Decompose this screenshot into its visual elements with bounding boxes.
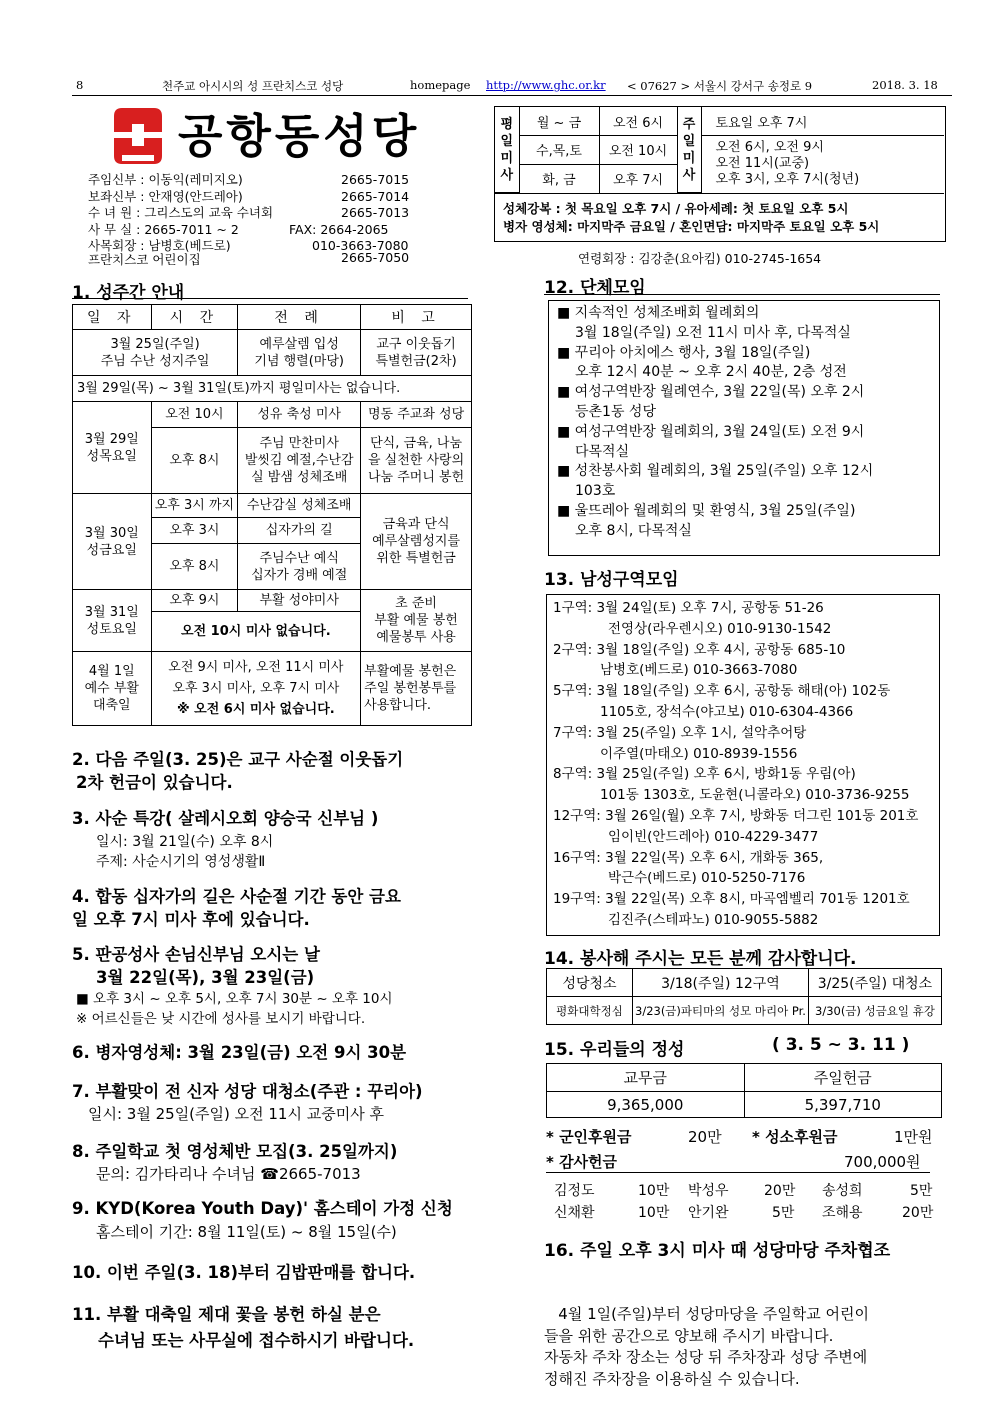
- men-district-meetings: 1구역: 3월 24일(토) 오후 7시, 공항동 51-26 전영상(라우렌시오) 010-9130-1542 2구역: 3월 18일(주일) 오후 4시, 공항동 685-10 남병호(베드로) 010-3663-7080 5구역: 3월 18일(주일) 오후 6시, 공항동 해태(아) 102동 1105호, 장석수(야고보) 010-6304-4366 7구역: 3월 25(주일) 오후 1시, 설악추어탕 이주열(마태오) 010-8939-1556 8구역: 3월 25일(주일) 오후 6시, 방화1동 우림(아) 101동 1303호, 도윤현(니콜라오) 010-3736-9255 12구역: 3월 26일(월) 오후 7시, 방화동 더그린 101동 201호 임이빈(안드레아) 010-4229-3477 16구역: 3월 22일(목) 오후 6시, 개화동 365, 박근수(베드로) 010-5250-7176 19구역: 3월 22일(목) 오후 8시, 마곡엠벨리 701동 1201호 김진주(스테파노) 010-9055-5882: [546, 594, 940, 936]
- list-item: 16구역: 3월 22일(목) 오후 6시, 개화동 365,: [553, 849, 824, 866]
- schedule-liturgy: 십자가의 길: [238, 518, 361, 544]
- schedule-date: 4월 1일 예수 부활 대축일: [73, 652, 152, 726]
- schedule-time: 오전 10시: [151, 402, 238, 428]
- weekday-time: 오전 6시: [599, 107, 677, 136]
- col-header: 시 간: [151, 305, 238, 330]
- schedule-time: 오후 8시: [151, 544, 238, 590]
- table-header: 교무금: [547, 1064, 745, 1092]
- notice-9: 9. KYD(Korea Youth Day)' 홈스테이 가정 신청: [72, 1199, 453, 1218]
- col-header: 일 자: [73, 305, 152, 330]
- group-meetings: ■ 지속적인 성체조배회 월례회의 3월 18일(주일) 오전 11시 미사 후, 다목적실 ■ 꾸리아 아치에스 행사, 3월 18일(주일) 오후 12시 40분 ~ 오후 2시 40분, 2층 성전 ■ 여성구역반장 월례연수, 3월 22일(목) 오후 2시 등촌1동 성당 ■ 여성구역반장 월례회의, 3월 24일(토) 오전 9시 다목적실 ■ 성찬봉사회 월례회의, 3월 25일(주일) 오후 12시 103호 ■ 울뜨레아 월례회의 및 환영식, 3월 25일(주일) 오후 8시, 다목적실: [548, 300, 940, 556]
- address: < 07627 > 서울시 강서구 송정로 9: [627, 79, 813, 93]
- weekday-time: 오전 10시: [599, 136, 677, 165]
- page-number: 8: [76, 78, 84, 92]
- support-funds: * 군인후원금 20만 * 성소후원금 1만원: [546, 1128, 933, 1146]
- notice-3-details: 일시: 3월 21일(수) 오후 8시 주제: 사순시기의 영성생활Ⅱ: [96, 834, 274, 870]
- table-cell: 5,397,710: [744, 1092, 942, 1118]
- section-title: 12. 단체모임: [544, 278, 646, 298]
- thanks-offering: * 감사헌금 700,000원: [546, 1151, 930, 1173]
- list-item: 12구역: 3월 26일(월) 오후 7시, 방화동 더그린 101동 201호: [553, 807, 919, 824]
- schedule-note: 부활예물 봉헌은 주일 봉헌봉투를 사용합니다.: [361, 652, 472, 726]
- holy-week-table: [72, 304, 472, 726]
- church-logo-icon: [108, 106, 168, 166]
- staff-row: 주임신부 : 이동익(레미지오) 2665-7015: [88, 172, 410, 187]
- list-item: ■ 꾸리아 아치에스 행사, 3월 18일(주일): [557, 344, 811, 361]
- schedule-liturgy: 주님 만찬미사 발씻김 예절,수난감 실 밤샘 성체조배: [238, 428, 361, 494]
- schedule-time: 오후 9시: [151, 590, 238, 612]
- weekday-days: 화, 금: [519, 164, 599, 193]
- notice-5: 5. 판공성사 손님신부님 오시는 날 3월 22일(목), 3월 23일(금): [72, 945, 320, 987]
- schedule-liturgy: 수난감실 성체조배: [238, 494, 361, 518]
- notice-8-details: 문의: 김가타리나 수녀님 ☎2665-7013: [96, 1165, 361, 1183]
- notice-2: 2. 다음 주일(3. 25)은 교구 사순절 이웃돕기 2차 헌금이 있습니다.: [72, 750, 404, 792]
- staff-row: 수 녀 원 : 그리스도의 교육 수녀회 2665-7013: [88, 205, 410, 220]
- mass-schedule-box: [494, 106, 946, 242]
- funeral-president: 연령회장 : 김강춘(요아킴) 010-2745-1654: [578, 251, 822, 266]
- notice-7-details: 일시: 3월 25일(주일) 오전 11시 교중미사 후: [88, 1105, 384, 1123]
- table-header: 주일헌금: [744, 1064, 942, 1092]
- section-title: 15. 우리들의 정성: [544, 1040, 685, 1060]
- section-title: 1. 성주간 안내: [72, 283, 185, 303]
- notice-7: 7. 부활맞이 전 신자 성당 대청소(주관 : 꾸리아): [72, 1082, 423, 1101]
- schedule-date: 3월 31일 성토요일: [73, 590, 152, 652]
- weekday-days: 수,목,토: [519, 136, 599, 165]
- notice-10: 10. 이번 주일(3. 18)부터 김밥판매를 합니다.: [72, 1263, 416, 1282]
- schedule-note: 명동 주교좌 성당: [361, 402, 472, 428]
- homepage-link[interactable]: http://www.ghc.or.kr: [486, 78, 606, 92]
- no-mass-notice: 3월 29일(목) ~ 3월 31일(토)까지 평일미사는 없습니다.: [73, 376, 472, 402]
- col-header: 전 례: [238, 305, 361, 330]
- issue-date: 2018. 3. 18: [872, 78, 938, 92]
- notice-6: 6. 병자영성체: 3월 23일(금) 오전 9시 30분: [72, 1043, 407, 1062]
- schedule-note: 교구 이웃돕기 특별헌금(2차): [361, 330, 472, 376]
- page-title: 공항동성당: [178, 109, 421, 163]
- donor-row: 신채환 10만 안기완 5만 조해용 20만: [554, 1205, 934, 1221]
- schedule-liturgy: 오전 9시 미사, 오전 11시 미사 오후 3시 미사, 오후 7시 미사 ※ 오전 6시 미사 없습니다.: [151, 652, 361, 726]
- no-mass-notice: 오전 10시 미사 없습니다.: [151, 612, 361, 652]
- schedule-time: 오후 8시: [151, 428, 238, 494]
- list-item: ■ 성찬봉사회 월례회의, 3월 25일(주일) 오후 12시: [557, 463, 874, 480]
- sunday-mass-times: 오전 6시, 오전 9시 오전 11시(교중) 오후 3시, 오후 7시(청년): [701, 136, 944, 193]
- page-header: [72, 76, 952, 96]
- weekday-time: 오후 7시: [599, 164, 677, 193]
- list-item: ■ 지속적인 성체조배회 월례회의: [557, 305, 760, 321]
- mass-table: [495, 107, 944, 193]
- homepage-label: homepage: [410, 78, 471, 92]
- sacrament-info: 성체강복 : 첫 목요일 오후 7시 / 유아세례: 첫 토요일 오후 5시 병자 영성체: 마지막주 금요일 / 혼인면담: 마지막주 토요일 오후 5시: [495, 193, 944, 240]
- list-item: 7구역: 3월 25(주일) 오후 1시, 설악추어탕: [553, 724, 807, 741]
- staff-list: [88, 172, 423, 255]
- schedule-date: 3월 25일(주일) 주님 수난 성지주일: [73, 330, 238, 376]
- sunday-mass-label: 주일미사: [677, 107, 701, 193]
- table-cell: 3/23(금)파티마의 성모 마리아 Pr.: [633, 997, 809, 1025]
- notice-5-details: ■ 오후 3시 ~ 오후 5시, 오후 7시 30분 ~ 오후 10시 ※ 어르신들은 낮 시간에 성사를 보시기 바랍니다.: [76, 991, 393, 1027]
- table-cell: 3/18(주일) 12구역: [633, 969, 809, 997]
- schedule-time: 오후 3시 까지: [151, 494, 238, 518]
- schedule-liturgy: 주님수난 예식 십자가 경배 예절: [238, 544, 361, 590]
- notice-9-details: 홈스테이 기간: 8월 11일(토) ~ 8월 15일(수): [96, 1223, 397, 1241]
- staff-row: 사 무 실 : 2665-7011 ~ 2 FAX: 2664-2065: [88, 221, 389, 237]
- table-cell: 3/30(금) 성금요일 휴강: [808, 997, 941, 1025]
- table-cell: 성당청소: [547, 969, 633, 997]
- list-item: 8구역: 3월 25일(주일) 오후 6시, 방화1동 우림(아): [553, 766, 856, 783]
- schedule-date: 3월 30일 성금요일: [73, 494, 152, 590]
- section-title: 13. 남성구역모임: [544, 570, 679, 590]
- list-item: 5구역: 3월 18일(주일) 오후 6시, 공항동 해태(아) 102동: [553, 683, 891, 700]
- notice-8: 8. 주일학교 첫 영성체반 모집(3. 25일까지): [72, 1142, 398, 1161]
- volunteer-table: [546, 968, 942, 1025]
- table-cell: 3/25(주일) 대청소: [808, 969, 941, 997]
- weekday-days: 월 ~ 금: [519, 107, 599, 136]
- kindergarten-row: 프란치스코 어린이집 2665-7050: [88, 250, 410, 267]
- table-cell: 평화대학정심: [547, 997, 633, 1025]
- schedule-date: 3월 29일 성목요일: [73, 402, 152, 494]
- schedule-time: 오후 3시: [151, 518, 238, 544]
- section-title: 14. 봉사해 주시는 모든 분께 감사합니다.: [544, 949, 857, 969]
- schedule-note: 단식, 금육, 나눔 을 실천한 사랑의 나눔 주머니 봉헌: [361, 428, 472, 494]
- list-item: ■ 여성구역반장 월례회의, 3월 24일(토) 오전 9시: [557, 423, 865, 440]
- org-name: 천주교 아시시의 성 프란치스코 성당: [162, 79, 344, 93]
- offering-table: [546, 1063, 942, 1118]
- notice-11: 11. 부활 대축일 제대 꽃을 봉헌 하실 분은 수녀님 또는 사무실에 접수하시기 바랍니다.: [72, 1305, 415, 1350]
- list-item: 1구역: 3월 24일(토) 오후 7시, 공항동 51-26: [553, 600, 824, 616]
- schedule-note: 초 준비 부활 예물 봉헌 예물봉투 사용: [361, 590, 472, 652]
- offering-period: ( 3. 5 ~ 3. 11 ): [772, 1035, 910, 1055]
- col-header: 비 고: [361, 305, 472, 330]
- list-item: ■ 울뜨레아 월례회의 및 환영식, 3월 25일(주일): [557, 502, 856, 519]
- parking-notice: 4월 1일(주일)부터 성당마당을 주일학교 어린이 들을 위한 공간으로 양보해 주시기 바랍니다. 자동차 주차 장소는 성당 뒤 주차장과 성당 주변에 정해진 주차장을 이용하실 수 있습니다.: [544, 1305, 869, 1388]
- donor-row: 김정도 10만 박성우 20만 송성희 5만: [554, 1183, 933, 1199]
- list-item: 19구역: 3월 22일(목) 오후 8시, 마곡엠벨리 701동 1201호: [553, 891, 910, 908]
- schedule-note: 금육과 단식 예루살렘성지를 위한 특별헌금: [361, 494, 472, 590]
- notice-4: 4. 합동 십자가의 길은 사순절 기간 동안 금요 일 오후 7시 미사 후에 있습니다.: [72, 887, 401, 929]
- weekday-mass-label: 평일미사: [495, 107, 519, 193]
- schedule-liturgy: 예루살렘 입성 기념 행렬(마당): [238, 330, 361, 376]
- saturday-mass: 토요일 오후 7시: [701, 107, 944, 136]
- staff-row: 보좌신부 : 안재영(안드레아) 2665-7014: [88, 188, 410, 204]
- notice-3: 3. 사순 특강( 살레시오회 양승국 신부님 ): [72, 809, 379, 828]
- staff-row: 사목회장 : 남병호(베드로) 010-3663-7080: [88, 238, 409, 253]
- table-cell: 9,365,000: [547, 1092, 745, 1118]
- list-item: ■ 여성구역반장 월례연수, 3월 22일(목) 오후 2시: [557, 384, 865, 401]
- schedule-liturgy: 부활 성야미사: [238, 590, 361, 612]
- section-title: 16. 주일 오후 3시 미사 때 성당마당 주차협조: [544, 1241, 891, 1261]
- list-item: 2구역: 3월 18일(주일) 오후 4시, 공항동 685-10: [553, 641, 846, 658]
- schedule-liturgy: 성유 축성 미사: [238, 402, 361, 428]
